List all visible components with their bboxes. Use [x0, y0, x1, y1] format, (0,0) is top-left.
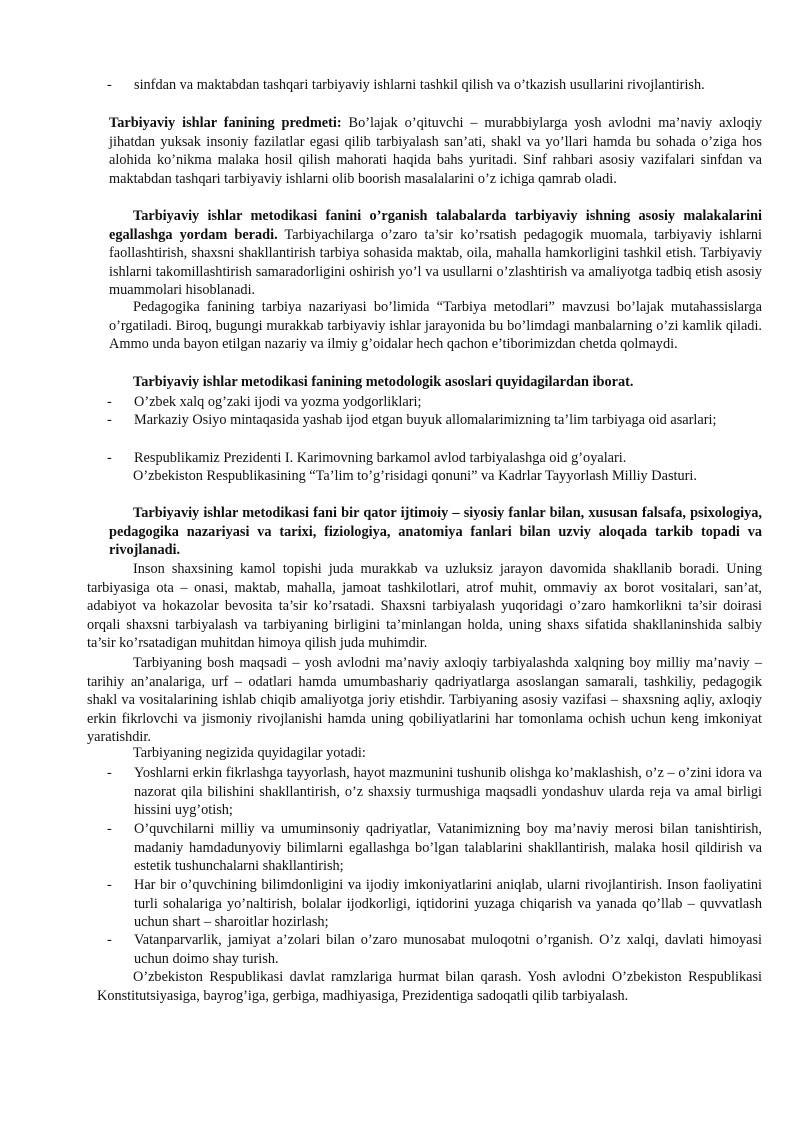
- paragraph-symbols: O’zbekiston Respublikasi davlat ramzlariga hurmat bilan qarash. Yosh avlodni O’zbekiston Respublikasi Konstitutsiyasiga, bayrog’iga, gerbiga, madhiyasiga, Prezidentiga sadoqatli qilib tarbiyalash.: [97, 969, 762, 1004]
- paragraph-law: O’zbekiston Respublikasining “Ta’lim to’g’risidagi qonuni” va Kadrlar Tayyorlash Milliy Dasturi.: [133, 468, 697, 484]
- paragraph-personality: Inson shaxsining kamol topishi juda murakkab va uzluksiz jarayon davomida shakllanib boradi. Uning tarbiyasiga ota – onasi, maktab, mahalla, jamoat tashkilotlari, atrof muhit, ommaviy ax borot vositalari, san’at, adabiyot va hokazolar bevosita ta’sir ko’rsatadi. Shaxsni tarbiyalash yuqoridagi o’zaro hamkorlikni ta’sir doirasi orqali shaxsni tarbiyalash va tarbiyaning birligini ta’minlangan holda, uning shaxs sifatida shakllaninshida salbiy ta’sir ko’rsatadigan muhitdan himoya qilish juda muhimdir.: [87, 561, 762, 652]
- list-item: [107, 393, 762, 412]
- list-item-text: sinfdan va maktabdan tashqari tarbiyaviy ishlarni tashkil qilish va o’tkazish usullarini rivojlantirish.: [134, 77, 705, 93]
- paragraph-text: Tarbiyachilarga o’zaro ta’sir ko’rsatish pedagogik muomala, tarbiyaviy ishlarni faollashtirish, shaxsni shakllantirish tarbiya sohasida maktab, oila, mahalla hamkorligini tashkil etish. Tarbiyaviy ishlarni takomillashtirish samaradorligini oshirish yo’l va usullarni o’zlashtirish va amaliyotga tadbiq etish asosiy muammolari hisoblanadi.: [109, 226, 763, 299]
- paragraph-interdisciplinary: Tarbiyaviy ishlar metodikasi fani bir qator ijtimoiy – siyosiy fanlar bilan, xususan falsafa, psixologiya, pedagogika nazariyasi va tarixi, fiziologiya, anatomiya fanlari bilan uzviy aloqada tarkib topadi va rivojlanadi.: [109, 505, 762, 559]
- bullet-dash: -: [107, 877, 112, 893]
- bullet-dash: -: [107, 821, 112, 837]
- section-heading: Tarbiyaviy ishlar metodikasi fanining metodologik asoslari quyidagilardan iborat.: [133, 374, 634, 390]
- list-item: [107, 931, 762, 968]
- list-item-text: Har bir o’quvchining bilimdonligini va ijodiy imkoniyatlarini aniqlab, ularni rivojlantirish. Inson faoliyatini turli sohalariga yo’naltirish, bolalar ijodkorligi, iqtidorini yuzaga chiqarish va yanada qo’llab – quvvatlash uchun shart – sharoitlar hozirlash;: [134, 877, 762, 931]
- list-item-text: Markaziy Osiyo mintaqasida yashab ijod etgan buyuk allomalarimizning ta’lim tarbiyaga oid asarlari;: [134, 412, 717, 428]
- paragraph-main-goal: Tarbiyaning bosh maqsadi – yosh avlodni ma’naviy axloqiy tarbiyalashda xalqning boy milliy ma’naviy – tarihiy an’analariga, urf – odatlari hamda umumbashariy qadriyatlarga asoslangan samarali, tashkiliy, pedagogik shakl va vositalarining ishlab chiqib amaliyotga joriy etishdir. Tarbiyaning asosiy vazifasi – shaxsning aqliy, axloqiy erkin fikrlovchi va jismoniy rivojlanishi hamda uning qobiliyatlarini har tomonlama ochish uchun keng imkoniyat yaratishdir.: [87, 655, 762, 746]
- list-item: [107, 449, 762, 468]
- bullet-dash: -: [107, 412, 112, 428]
- list-item: [107, 820, 762, 876]
- list-item: [107, 76, 762, 95]
- bullet-dash: -: [107, 77, 112, 93]
- bullet-dash: -: [107, 765, 112, 781]
- paragraph-text: Bo’lajak o’qituvchi – murabbiylarga yosh avlodni ma’naviy axloqiy jihatdan yuksak insoniy fazilatlar egasi qilib tarbiyalash san’ati, shakl va yo’llari hamda bu sohada o’ziga hos alohida ko’nikma malaka hosil qilish mahorati haqida bahs yuritadi. Sinf rahbari asosiy vazifalari sinfdan va maktabdan tashqari tarbiyaviy ishlarni olib boorish masalalarini o’z ichiga qamrab oladi.: [109, 115, 762, 187]
- paragraph-basis: Tarbiyaning negizida quyidagilar yotadi:: [133, 745, 366, 761]
- bold-lead: Tarbiyaviy ishlar fanining predmeti:: [109, 115, 342, 131]
- bullet-dash: -: [107, 932, 112, 948]
- list-item: [107, 876, 762, 932]
- list-item-text: Yoshlarni erkin fikrlashga tayyorlash, hayot mazmunini tushunib olishga ko’maklashish, o’z – o’zini idora va nazorat qila bilishini shakllantirish, o’z shaxsiy turmushiga maqsadli yondashuv ularda reja va amal birligi hissini uyg’otish;: [134, 765, 762, 819]
- paragraph-pedagogy: Pedagogika fanining tarbiya nazariyasi bo’limida “Tarbiya metodlari” mavzusi bo’lajak mutahassislarga o’rgatiladi. Biroq, bugungi murakkab tarbiyaviy ishlar jarayonida bu bo’limdagi manbalarning o’zi kamlik qiladi. Ammo unda bayon etilgan nazariy va ilmiy g’oidalar hech qachon e’tiborimizdan chetda qolmaydi.: [109, 299, 762, 353]
- list-item: [107, 411, 762, 430]
- list-item-text: O’zbek xalq og’zaki ijodi va yozma yodgorliklari;: [134, 394, 422, 410]
- list-item-text: Vatanparvarlik, jamiyat a’zolari bilan o’zaro munosabat muloqotni o’rganish. O’z xalqi, davlati himoyasi uchun doimo shay turish.: [134, 932, 762, 967]
- paragraph-subject: [109, 114, 762, 188]
- bullet-dash: -: [107, 394, 112, 410]
- list-item-text: Respublikamiz Prezidenti I. Karimovning barkamol avlod tarbiyalashga oid g’oyalari.: [134, 450, 627, 466]
- bold-lead: Tarbiyaviy ishlar metodikasi fanini o’rganish talabalarda tarbiyaviy ishning asosiy malakalarini egallashga yordam beradi.: [109, 208, 762, 243]
- bullet-dash: -: [107, 450, 112, 466]
- list-item: [107, 764, 762, 820]
- paragraph-methodology: [109, 207, 762, 300]
- list-item-text: O’quvchilarni milliy va umuminsoniy qadriyatlar, Vatanimizning boy ma’naviy merosi bilan tanishtirish, madaniy hamdadunyoviy bilimlarni egallashga bo’lgan talablarini shakllantirish, malaka hosil qildirish va estetik tushunchalarni shakllantirish;: [134, 821, 762, 875]
